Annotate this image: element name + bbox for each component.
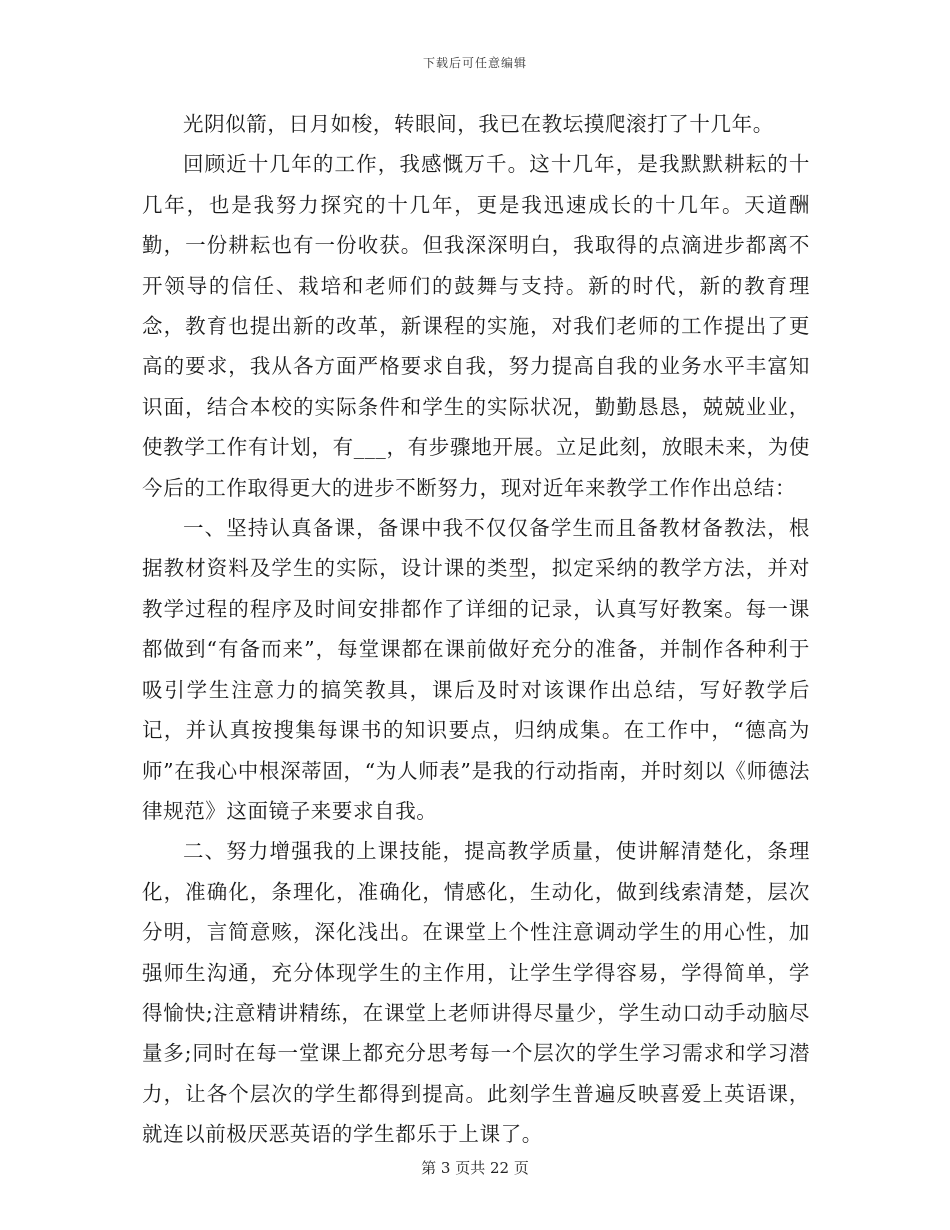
page-header: 下载后可任意编辑	[422, 56, 527, 70]
paragraph-intro: 光阴似箭，日月如梭，转眼间，我已在教坛摸爬滚打了十几年。	[183, 112, 774, 136]
paragraph-section-1: 一、坚持认真备课，备课中我不仅仅备学生而且备教材备教法，根据教材资料及学生的实际，设计课的类型，拟定采纳的教学方法，并对教学过程的程序及时间安排都作了详细的记录，认真写好教案。每一课都做到“有备而来”，每堂课都在课前做好充分的准备，并制作各种利于吸引学生注意力的搞笑教具，课后及时对该课作出总结，写好教学后记，并认真按搜集每课书的知识要点，归纳成集。在工作中，“德高为师”在我心中根深蒂固，“为人师表”是我的行动指南，并时刻以《师德法律规范》这面镜子来要求自我。	[142, 516, 810, 823]
document-body	[142, 104, 810, 1155]
page-number: 第 3 页共 22 页	[421, 1159, 529, 1177]
paragraph-review: 回顾近十几年的工作，我感慨万千。这十几年，是我默默耕耘的十几年，也是我努力探究的十几年，更是我迅速成长的十几年。天道酬勤，一份耕耘也有一份收获。但我深深明白，我取得的点滴进步都离不开领导的信任、栽培和老师们的鼓舞与支持。新的时代，新的教育理念，教育也提出新的改革，新课程的实施，对我们老师的工作提出了更高的要求，我从各方面严格要求自我，努力提高自我的业务水平丰富知识面，结合本校的实际条件和学生的实际状况，勤勤恳恳，兢兢业业，使教学工作有计划，有___，有步骤地开展。立足此刻，放眼未来，为使今后的工作取得更大的进步不断努力，现对近年来教学工作作出总结：	[142, 152, 810, 500]
paragraph-section-2: 二、努力增强我的上课技能，提高教学质量，使讲解清楚化，条理化，准确化，条理化，准确化，情感化，生动化，做到线索清楚，层次分明，言简意赅，深化浅出。在课堂上个性注意调动学生的用心性，加强师生沟通，充分体现学生的主作用，让学生学得容易，学得简单，学得愉快;注意精讲精练，在课堂上老师讲得尽量少，学生动口动手动脑尽量多;同时在每一堂课上都充分思考每一个层次的学生学习需求和学习潜力，让各个层次的学生都得到提高。此刻学生普遍反映喜爱上英语课，就连以前极厌恶英语的学生都乐于上课了。	[142, 839, 810, 1147]
